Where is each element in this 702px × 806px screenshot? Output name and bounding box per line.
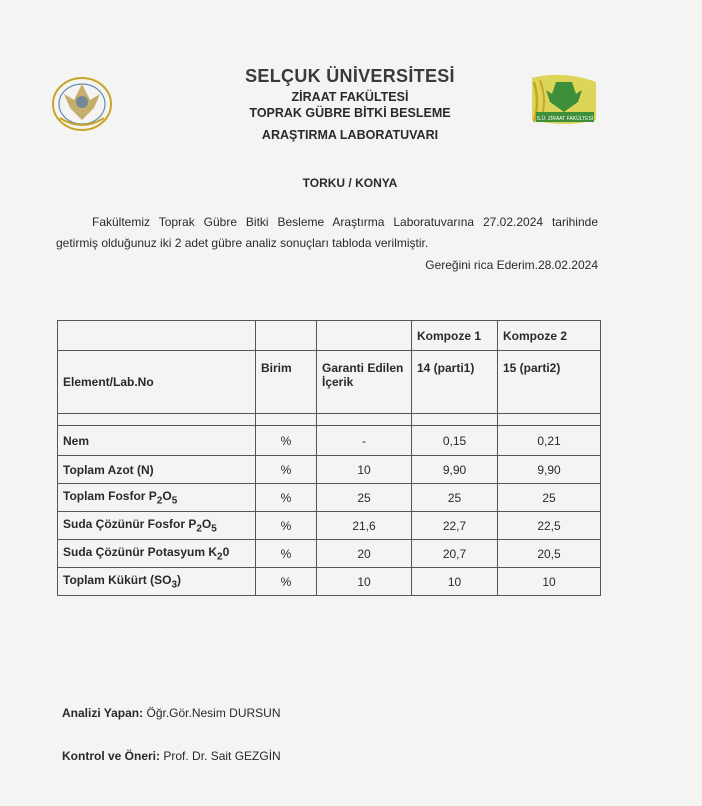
faculty-logo-text: S.Ü. ZİRAAT FAKÜLTESİ — [536, 116, 594, 122]
guaranteed-cell: 20 — [317, 540, 412, 568]
element-label: Toplam Fosfor P — [63, 488, 157, 503]
element-label: Suda Çözünür Potasyum K — [63, 544, 218, 559]
sample-2-cell: 0,21 — [498, 426, 601, 456]
table-header-row — [58, 351, 601, 414]
composite-2-header: Kompoze 2 — [498, 321, 601, 351]
department-name: TOPRAK GÜBRE BİTKİ BESLEME — [249, 106, 451, 120]
subscript: 5 — [211, 523, 217, 535]
table-cell — [58, 414, 256, 426]
subscript: 2 — [196, 523, 202, 535]
subscript: 3 — [171, 579, 178, 591]
table-row — [58, 484, 601, 512]
recipient-city: TORKU / KONYA — [302, 176, 398, 190]
table-row — [58, 426, 601, 456]
guaranteed-cell: 25 — [317, 484, 412, 512]
element-name — [58, 568, 256, 596]
element-name — [58, 540, 256, 568]
element-label: Toplam Azot (N) — [63, 462, 154, 477]
table-cell — [317, 414, 412, 426]
analyst-label: Analizi Yapan: — [62, 706, 144, 720]
table-row — [58, 456, 601, 484]
sample-2-cell: 25 — [498, 484, 601, 512]
unit-cell: % — [256, 540, 317, 568]
table-spacer-row — [58, 414, 601, 426]
table-top-header-row — [58, 321, 601, 351]
university-seal-logo — [50, 72, 114, 132]
unit-cell: % — [256, 484, 317, 512]
closing-line: Gereğini rica Ederim.28.02.2024 — [425, 258, 598, 272]
element-label-suffix: ) — [177, 572, 182, 587]
analysis-results-table — [57, 320, 601, 596]
subscript: 2 — [217, 551, 223, 563]
sample-1-cell: 22,7 — [412, 512, 498, 540]
table-cell — [256, 414, 317, 426]
table-row — [58, 512, 601, 540]
sample-1-cell: 0,15 — [412, 426, 498, 456]
guaranteed-column-header: Garanti Edilen İçerik — [317, 351, 412, 414]
element-name — [58, 512, 256, 540]
university-name: SELÇUK ÜNİVERSİTESİ — [245, 66, 455, 86]
unit-cell: % — [256, 568, 317, 596]
analyst-name: Öğr.Gör.Nesim DURSUN — [146, 706, 281, 720]
subscript: 2 — [156, 495, 163, 507]
sample-1-header: 14 (parti1) — [412, 351, 498, 414]
element-name — [58, 484, 256, 512]
analyst-line — [62, 706, 281, 720]
guaranteed-cell: 21,6 — [317, 512, 412, 540]
table-cell — [317, 321, 412, 351]
subscript: 5 — [171, 495, 178, 507]
element-label: Toplam Kükürt (SO — [63, 572, 172, 587]
table-row — [58, 540, 601, 568]
unit-cell: % — [256, 512, 317, 540]
sample-2-cell: 10 — [498, 568, 601, 596]
control-label: Kontrol ve Öneri: — [62, 749, 161, 763]
control-line — [62, 749, 281, 763]
sample-2-header: 15 (parti2) — [498, 351, 601, 414]
guaranteed-cell: - — [317, 426, 412, 456]
unit-cell: % — [256, 426, 317, 456]
laboratory-name: ARAŞTIRMA LABORATUVARI — [261, 128, 439, 142]
faculty-name: ZİRAAT FAKÜLTESİ — [291, 90, 409, 104]
sample-2-cell: 20,5 — [498, 540, 601, 568]
guaranteed-cell: 10 — [317, 456, 412, 484]
sample-1-cell: 20,7 — [412, 540, 498, 568]
sample-2-cell: 22,5 — [498, 512, 601, 540]
letter-paragraph: Fakültemiz Toprak Gübre Bitki Besleme Araştırma Laboratuvarına 27.02.2024 tarihinde getirmiş olduğunuz iki 2 adet gübre analiz sonuçları tabloda verilmiştir. — [56, 215, 598, 250]
sample-1-cell: 25 — [412, 484, 498, 512]
unit-column-header: Birim — [256, 351, 317, 414]
table-row — [58, 568, 601, 596]
element-name — [58, 456, 256, 484]
element-label: Nem — [63, 433, 90, 448]
sample-1-cell: 9,90 — [412, 456, 498, 484]
sample-2-cell: 9,90 — [498, 456, 601, 484]
element-column-header: Element/Lab.No — [58, 351, 256, 414]
element-label: Suda Çözünür Fosfor P — [63, 516, 197, 531]
table-cell — [256, 321, 317, 351]
element-label-suffix: O — [162, 488, 172, 503]
table-cell — [58, 321, 256, 351]
sample-1-cell: 10 — [412, 568, 498, 596]
composite-1-header: Kompoze 1 — [412, 321, 498, 351]
table-cell — [498, 414, 601, 426]
unit-cell: % — [256, 456, 317, 484]
element-name — [58, 426, 256, 456]
element-label-suffix: O — [201, 516, 212, 531]
control-name: Prof. Dr. Sait GEZGİN — [163, 749, 281, 763]
table-cell — [412, 414, 498, 426]
element-label-suffix: 0 — [222, 544, 230, 559]
guaranteed-cell: 10 — [317, 568, 412, 596]
